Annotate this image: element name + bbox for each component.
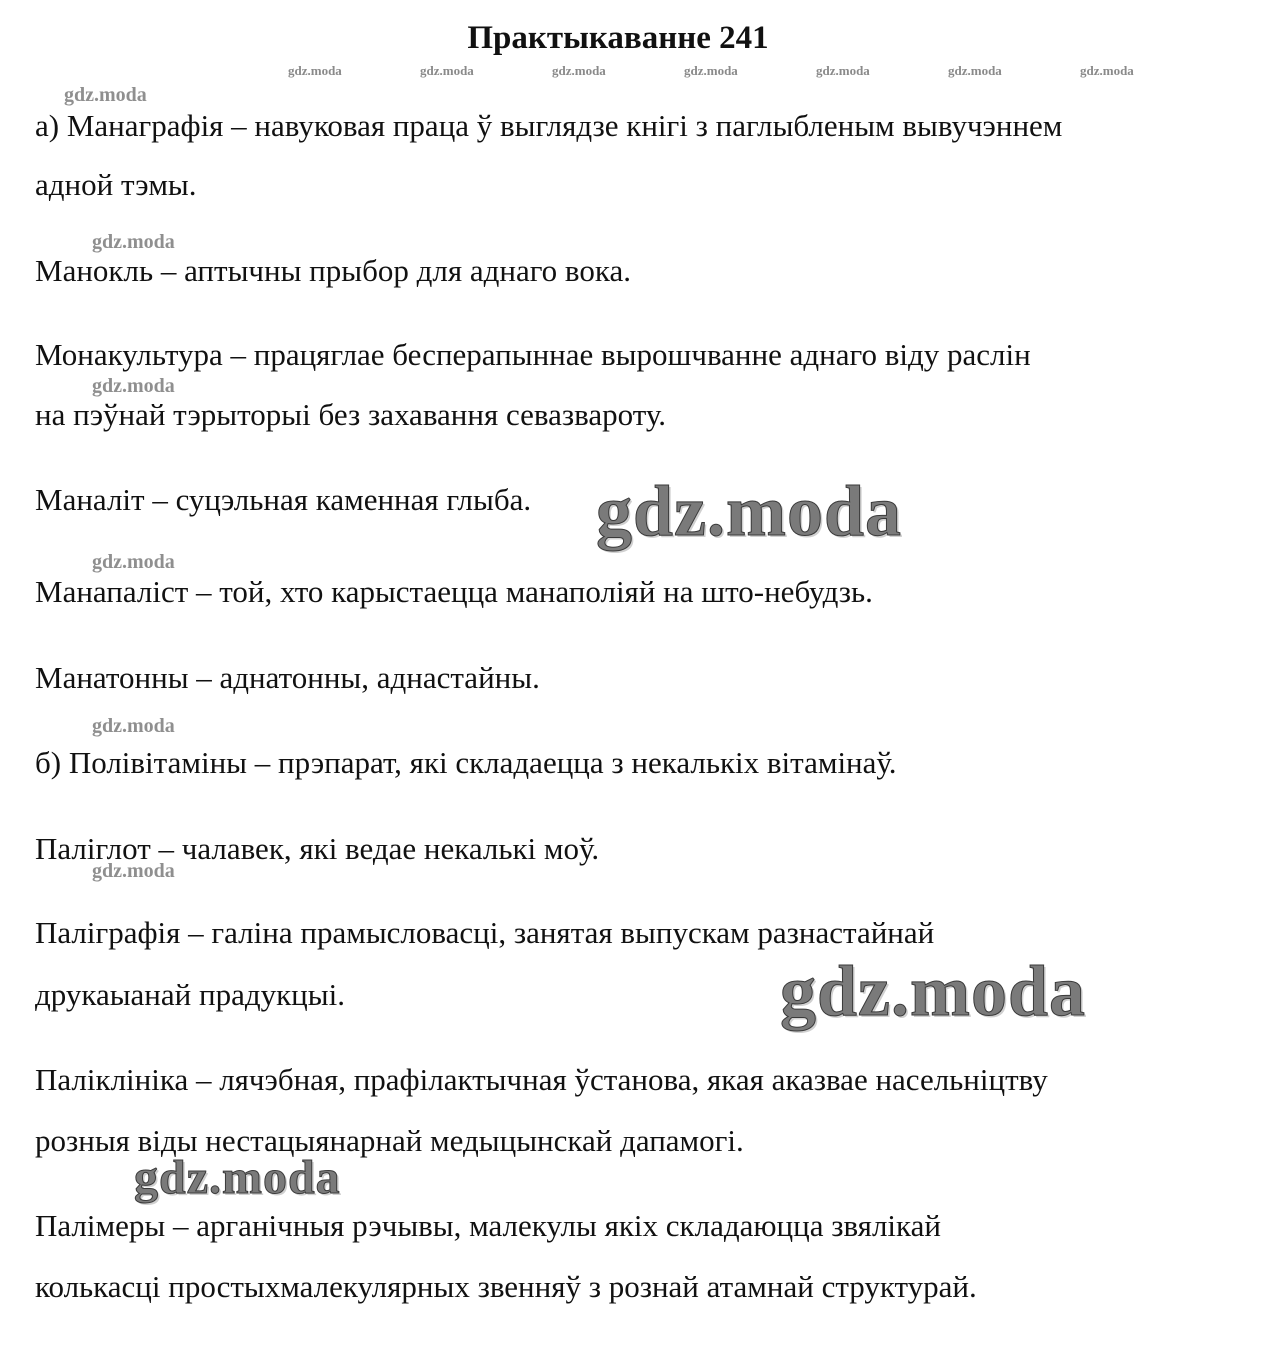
definition-line: Манокль – аптычны прыбор для аднаго вока.	[35, 253, 631, 288]
definition-line: розныя віды нестацыянарнай медыцынскай дапамогі.	[35, 1123, 744, 1158]
watermark-large: gdz.moda	[780, 951, 1087, 1031]
watermark-small: gdz.moda	[288, 63, 342, 78]
watermark-medium: gdz.moda	[92, 860, 175, 882]
watermark-medium: gdz.moda	[64, 84, 147, 106]
watermark-small: gdz.moda	[948, 63, 1002, 78]
definition-line: колькасці простыхмалекулярных звенняў з рознай атамнай структурай.	[35, 1269, 977, 1304]
definition-line: б) Полівітаміны – прэпарат, які складаецца з некалькіх вітамінаў.	[35, 745, 897, 780]
watermark-small: gdz.moda	[684, 63, 738, 78]
page-title: Практыкаванне 241	[467, 20, 769, 56]
definition-line: на пэўнай тэрыторыі без захавання севазвароту.	[35, 397, 666, 432]
definition-line: Паліклініка – лячэбная, прафілактычная ўстанова, якая аказвае насельніцтву	[35, 1062, 1048, 1097]
definition-line: Палімеры – арганічныя рэчывы, малекулы якіх складаюцца звялікай	[35, 1208, 941, 1243]
definition-line: друкаыанай прадукцыі.	[35, 977, 345, 1012]
watermark-large: gdz.moda	[596, 471, 903, 551]
definition-line: Манатонны – аднатонны, аднастайны.	[35, 660, 540, 695]
watermark-large: gdz.moda	[134, 1151, 341, 1204]
watermark-small: gdz.moda	[816, 63, 870, 78]
watermark-medium: gdz.moda	[92, 551, 175, 573]
watermark-medium: gdz.moda	[92, 715, 175, 737]
definition-line: Монакультура – працяглае бесперапыннае вырошчванне аднаго віду раслін	[35, 337, 1031, 372]
watermark-small: gdz.moda	[420, 63, 474, 78]
definition-line: Манапаліст – той, хто карыстаецца манаполіяй на што-небудзь.	[35, 574, 873, 609]
definition-line: Паліграфія – галіна прамысловасці, занятая выпускам разнастайнай	[35, 915, 935, 950]
watermark-medium: gdz.moda	[92, 375, 175, 397]
watermark-medium: gdz.moda	[92, 231, 175, 253]
definition-line: а) Манаграфія – навуковая праца ў выглядзе кнігі з паглыбленым вывучэннем	[35, 108, 1063, 143]
definition-line: адной тэмы.	[35, 167, 197, 202]
definition-line: Маналіт – суцэльная каменная глыба.	[35, 482, 532, 517]
watermark-small: gdz.moda	[552, 63, 606, 78]
watermark-small: gdz.moda	[1080, 63, 1134, 78]
definition-line: Паліглот – чалавек, які ведае некалькі моў.	[35, 831, 600, 866]
